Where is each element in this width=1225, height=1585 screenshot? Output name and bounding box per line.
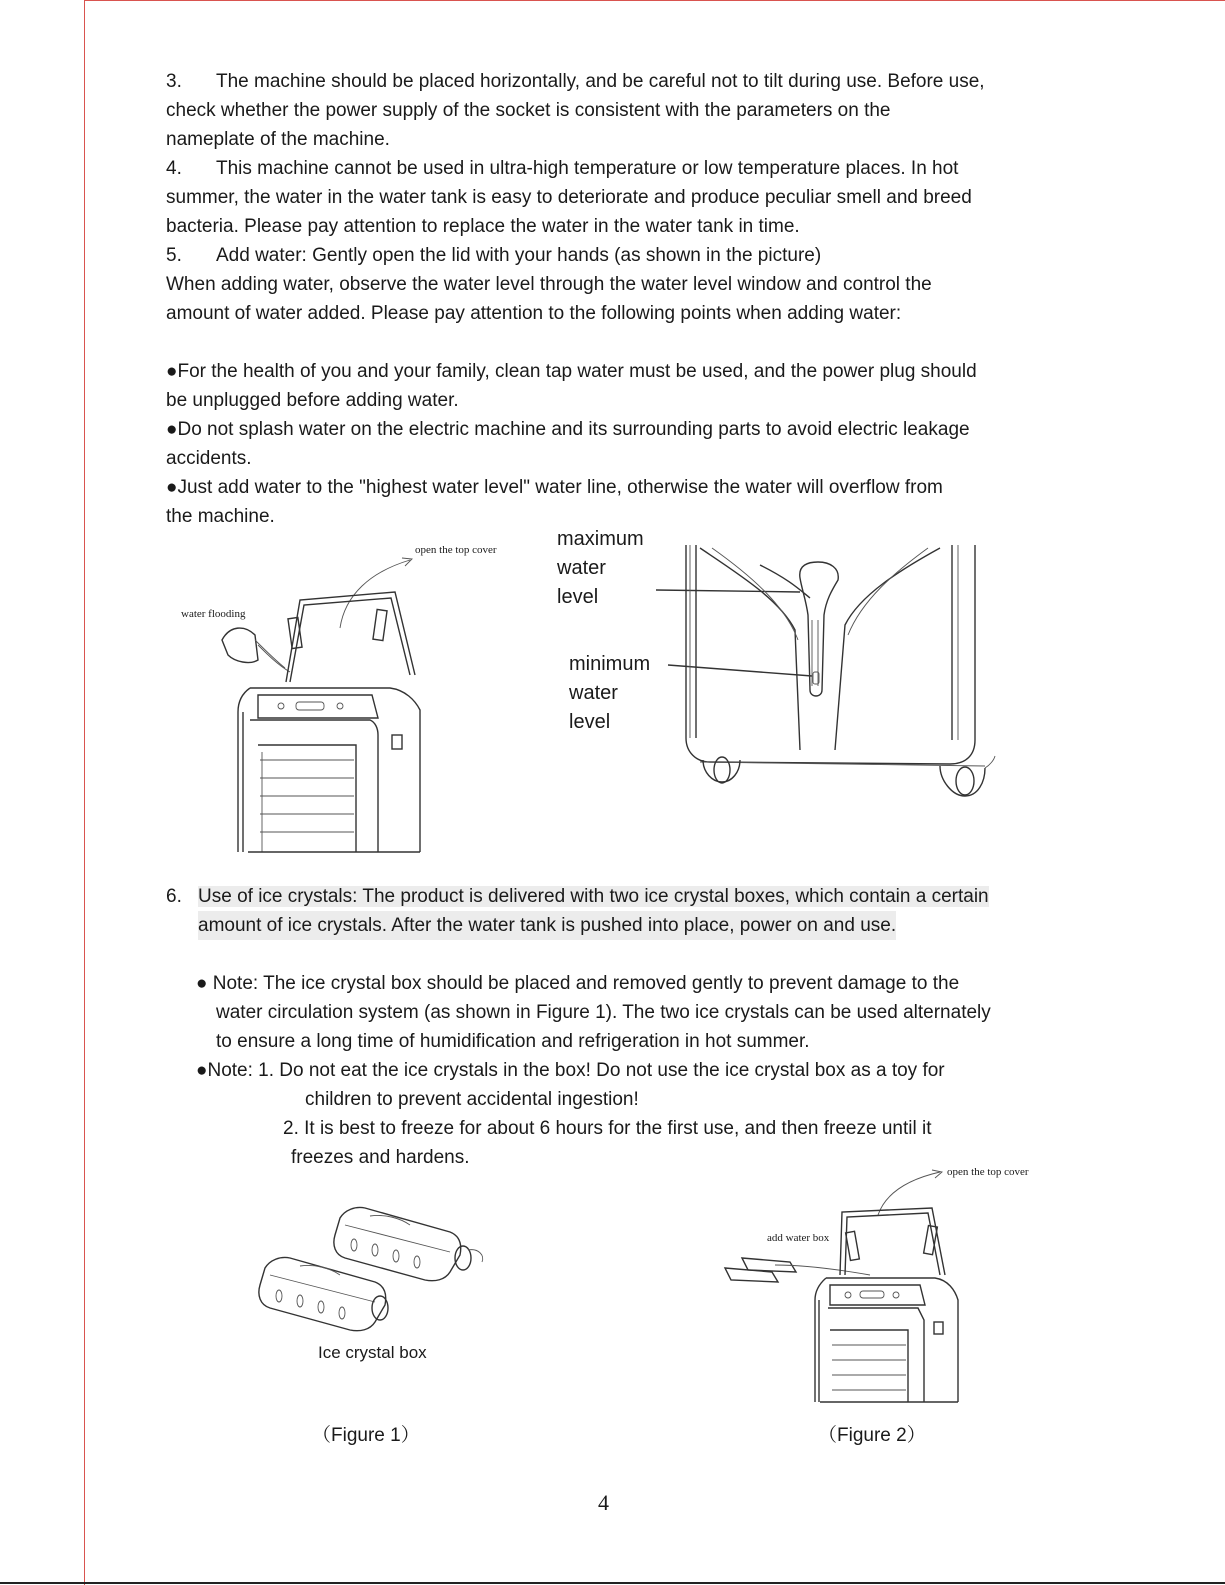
water-flooding-label: water flooding xyxy=(181,608,246,620)
ice-crystal-box-label: Ice crystal box xyxy=(318,1343,427,1362)
para-3-line-3: nameplate of the machine. xyxy=(166,129,390,150)
figure-1-caption: （Figure 1） xyxy=(312,1425,420,1446)
page-number: 4 xyxy=(598,1490,609,1515)
note-1-line-1: ● Note: The ice crystal box should be placed and removed gently to prevent damage to the xyxy=(196,973,960,994)
bullet-1-line-1: ●For the health of you and your family, clean tap water must be used, and the power plug should xyxy=(166,361,977,382)
bullet-1-line-2: be unplugged before adding water. xyxy=(166,390,459,411)
para-5-line-1: 5. Add water: Gently open the lid with your hands (as shown in the picture) xyxy=(166,245,822,266)
para-5-line-2: When adding water, observe the water level through the water level window and control the xyxy=(166,274,932,295)
note-2-line-1: ●Note: 1. Do not eat the ice crystals in the box! Do not use the ice crystal box as a toy for xyxy=(196,1060,945,1081)
para-4-line-1: 4. This machine cannot be used in ultra-high temperature or low temperature places. In hot xyxy=(166,158,959,179)
min-level-label-2: water xyxy=(569,682,618,704)
max-level-label-1: maximum xyxy=(557,528,644,550)
para-4-line-3: bacteria. Please pay attention to replace the water in the water tank in time. xyxy=(166,216,800,237)
bullet-2-line-1: ●Do not splash water on the electric machine and its surrounding parts to avoid electric leakage xyxy=(166,419,970,440)
para-3-line-1: 3. The machine should be placed horizontally, and be careful not to tilt during use. Before use, xyxy=(166,71,985,92)
bullet-2-line-2: accidents. xyxy=(166,448,252,469)
note-2-line-4: freezes and hardens. xyxy=(291,1147,470,1168)
open-top-cover-label: open the top cover xyxy=(415,544,497,556)
min-level-label-3: level xyxy=(569,711,611,733)
add-water-box-label: add water box xyxy=(767,1232,830,1244)
note-1-line-2: water circulation system (as shown in Figure 1). The two ice crystals can be used alternately xyxy=(216,1002,991,1023)
bullet-3-line-1: ●Just add water to the "highest water level" water line, otherwise the water will overflow from xyxy=(166,477,943,498)
note-2-line-3: 2. It is best to freeze for about 6 hours for the first use, and then freeze until it xyxy=(283,1118,932,1139)
min-level-label-1: minimum xyxy=(569,653,651,675)
max-level-label-2: water xyxy=(557,557,606,579)
para-5-line-3: amount of water added. Please pay attention to the following points when adding water: xyxy=(166,303,902,324)
para-6-line-1: 6. Use of ice crystals: The product is delivered with two ice crystal boxes, which contain a certain xyxy=(166,886,989,907)
max-level-label-3: level xyxy=(557,586,599,608)
note-2-line-2: children to prevent accidental ingestion! xyxy=(305,1089,639,1110)
figure-2-caption: （Figure 2） xyxy=(818,1425,926,1446)
para-4-line-2: summer, the water in the water tank is easy to deteriorate and produce peculiar smell and breed xyxy=(166,187,972,208)
para-3-line-2: check whether the power supply of the socket is consistent with the parameters on the xyxy=(166,100,891,121)
bullet-3-line-2: the machine. xyxy=(166,506,275,527)
para-6-line-2: amount of ice crystals. After the water tank is pushed into place, power on and use. xyxy=(198,911,896,940)
figure-2-open-cover-label: open the top cover xyxy=(947,1166,1029,1178)
note-1-line-3: to ensure a long time of humidification and refrigeration in hot summer. xyxy=(216,1031,810,1052)
